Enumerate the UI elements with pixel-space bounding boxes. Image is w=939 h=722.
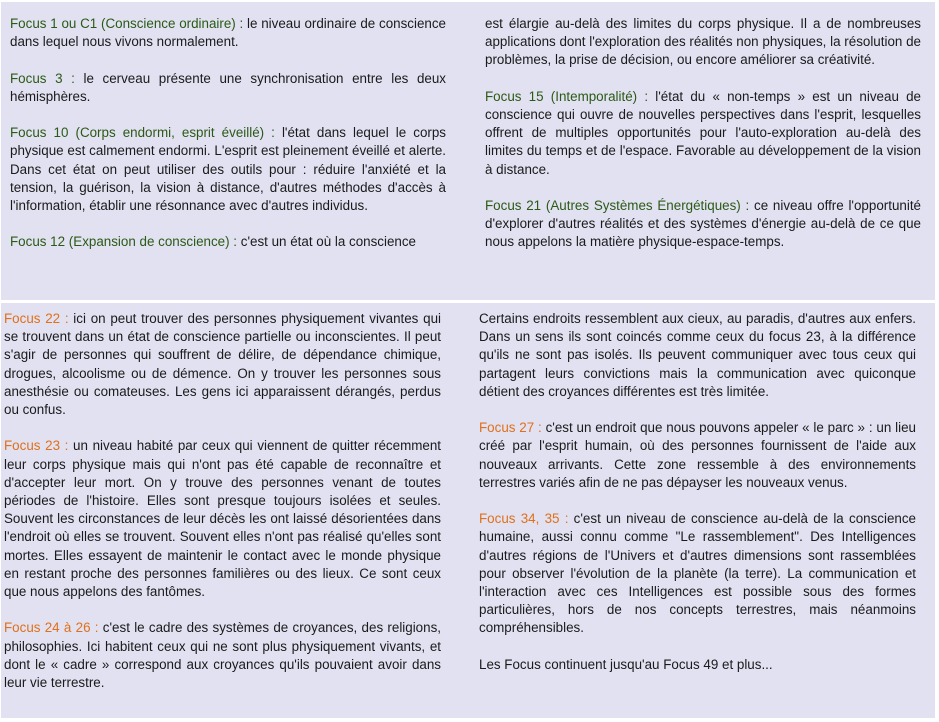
column-right xyxy=(479,310,916,692)
focus-description: c'est un niveau de conscience au-delà de la conscience humaine, aussi connu comme "Le rassemblement". Des Intelligences d'autres régions de l'Univers et d'autres dimensions sont rassemblées pour observer l'évolution de la planète (la terre). La communication et l'interaction avec ces Intelligences est possible sous des formes particulières, hors de nos concepts terrestres, mais néanmoins compréhensibles. xyxy=(479,511,916,636)
focus-description: l'état dans lequel le corps physique est calmement endormi. L'esprit est pleinement éveillé et alerte. Dans cet état on peut utiliser des outils pour : réduire l'anxiété et la tension, la guérison, la vision à distance, d'autres méthodes d'accès à l'information, établir une résonnance avec d'autres individus. xyxy=(10,125,446,213)
focus-heading: Focus 1 ou C1 (Conscience ordinaire) : xyxy=(10,16,244,31)
focus-heading: Focus 23 : xyxy=(4,438,69,454)
focus-heading: Focus 15 (Intemporalité) : xyxy=(485,88,649,104)
focus-paragraph xyxy=(10,15,446,51)
focus-description: ce niveau offre l'opportunité d'explorer d'autres réalités et des systèmes d'énergie au-delà de ce que nous appelons la matière physique-espace-temps. xyxy=(485,198,921,250)
focus-description: l'état du « non-temps » est un niveau de conscience qui ouvre de nouvelles perspectives dans l'esprit, lesquelles offrent de multiples opportunités pour l'auto-exploration au-delà des limites du temps et de l'espace. Favorable au développement de la vision à distance. xyxy=(485,88,921,177)
focus-description: c'est un état où la conscience xyxy=(237,234,417,250)
focus-description: le cerveau présente une synchronisation entre les deux hémisphères. xyxy=(10,70,446,104)
focus-paragraph xyxy=(4,619,441,692)
focus-heading: Focus 10 (Corps endormi, esprit éveillé) : xyxy=(10,125,275,141)
focus-heading: Focus 24 à 26 : xyxy=(4,620,99,636)
focus-heading: Focus 34, 35 : xyxy=(479,511,569,527)
focus-description: ici on peut trouver des personnes physiquement vivantes qui se trouvent dans un état de conscience partielle ou inconscientes. Il peut s'agir de personnes qui souffrent de délire, de dépendance chimique, drogues, alcoolisme ou de démence. On y trouver les personnes sous anesthésie ou comateuses. Les gens ici apparaissent dérangés, perdus ou confus. xyxy=(4,311,441,418)
column-right xyxy=(485,15,921,270)
focus-heading: Focus 21 (Autres Systèmes Énergétiques) : xyxy=(485,198,750,213)
focus-paragraph xyxy=(485,15,921,70)
focus-description: un niveau habité par ceux qui viennent de quitter récemment leur corps physique mais qui n'ont pas été capable de reconnaître et d'accepter leur mort. On y trouve des personnes venant de toutes périodes de l'histoire. Elles sont presque toujours isolées et seules. Souvent les circonstances de leur décès les ont laissé désorientées dans l'endroit où elles se trouvent. Souvent elles n'ont pas réalisé qu'elles sont mortes. Elles essayent de maintenir le contact avec le monde physique en restant proche des personnes familières ou des lieux. Ce sont ceux que nous appelons des fantômes. xyxy=(4,438,441,600)
focus-heading: Focus 27 : xyxy=(479,420,542,436)
focus-description: c'est un endroit que nous pouvons appeler « le parc » : un lieu créé par l'esprit humain, où des personnes fournissent de l'aide aux nouveaux arrivants. Cette zone ressemble à des environnements terrestres variés afin de ne pas dépayser les nouveaux venus. xyxy=(479,420,916,490)
column-left xyxy=(4,310,441,710)
focus-description: le niveau ordinaire de conscience dans lequel nous vivons normalement. xyxy=(10,16,446,50)
focus-paragraph xyxy=(479,310,916,401)
focus-paragraph xyxy=(479,419,916,492)
focus-paragraph xyxy=(10,124,446,215)
focus-description: est élargie au-delà des limites du corps physique. Il a de nombreuses applications dont l'exploration des réalités non physiques, la résolution de problèmes, la prise de décision, ou encore améliorer sa créativité. xyxy=(485,16,921,68)
focus-description: c'est le cadre des systèmes de croyances, des religions, philosophies. Ici habitent ceux qui ne sont plus physiquement vivants, et dont le « cadre » correspond aux croyances qu'ils pouvaient avoir dans leur vie terrestre. xyxy=(4,620,441,691)
panel-focus-22-plus xyxy=(1,303,935,718)
focus-heading: Focus 22 : xyxy=(4,311,69,326)
focus-heading: Focus 3 : xyxy=(10,70,75,86)
focus-heading: Focus 12 (Expansion de conscience) : xyxy=(10,234,238,250)
focus-description: Certains endroits ressemblent aux cieux, au paradis, d'autres aux enfers. Dans un sens ils sont coincés comme ceux du focus 23, à la différence qu'ils ne sont pas isolés. Ils peuvent communiquer avec tous ceux qui partagent leurs convictions mais la communication avec quiconque détient des croyances différentes est très limitée. xyxy=(479,311,916,399)
focus-paragraph xyxy=(10,70,446,106)
column-left xyxy=(10,15,446,270)
focus-paragraph xyxy=(4,437,441,601)
focus-paragraph xyxy=(485,197,921,252)
focus-paragraph xyxy=(4,310,441,419)
focus-paragraph xyxy=(485,88,921,179)
focus-description: Les Focus continuent jusqu'au Focus 49 et plus... xyxy=(479,656,773,672)
focus-paragraph xyxy=(479,510,916,637)
panel-focus-1-to-21 xyxy=(1,2,935,300)
focus-paragraph xyxy=(10,233,446,251)
focus-paragraph xyxy=(479,656,916,674)
